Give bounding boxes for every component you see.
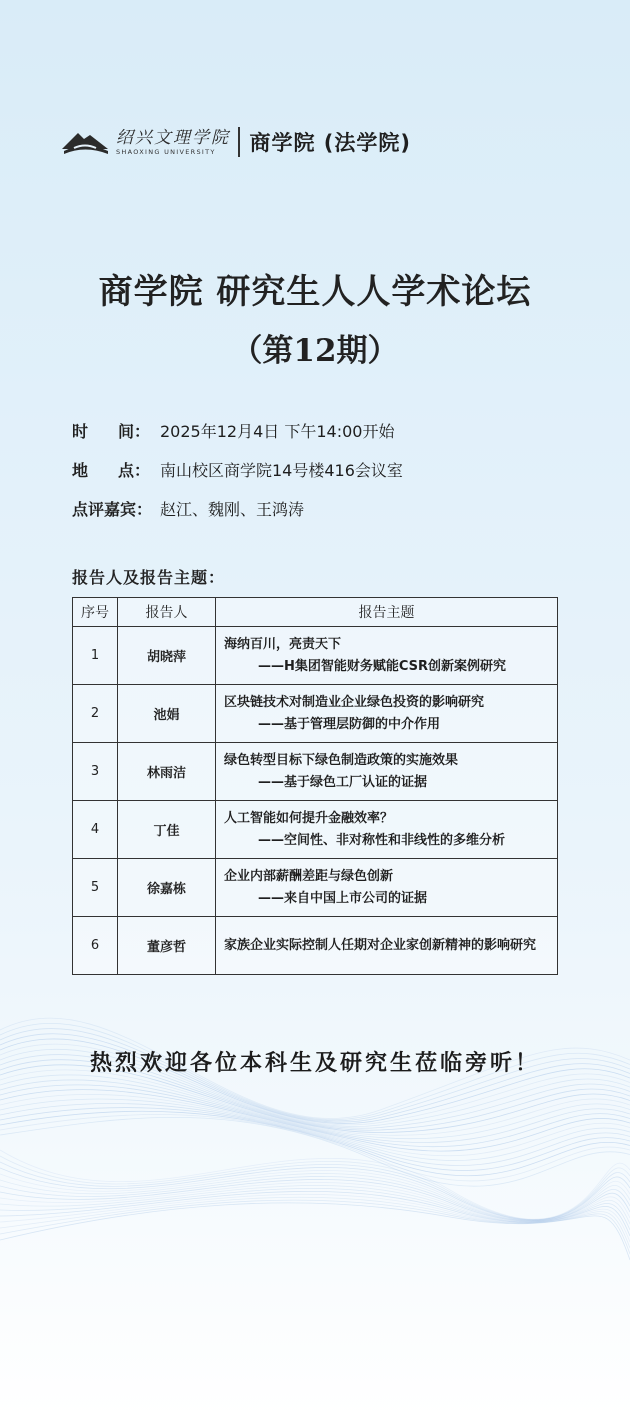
table-row bbox=[73, 627, 558, 685]
table-header-row bbox=[73, 598, 558, 627]
place-label: 地 点： bbox=[72, 461, 150, 480]
topic-title: 家族企业实际控制人任期对企业家创新精神的影响研究 bbox=[224, 937, 537, 953]
topic-title: 人工智能如何提升金融效率？ bbox=[224, 810, 394, 826]
welcome-message: 热烈欢迎各位本科生及研究生莅临旁听！ bbox=[89, 1050, 540, 1076]
topic-title: 绿色转型目标下绿色制造政策的实施效果 bbox=[224, 752, 459, 768]
poster-title: 商学院 研究生人人学术论坛 bbox=[98, 272, 532, 312]
time-value: 2025年12月4日 下午14:00开始 bbox=[160, 422, 395, 441]
table-row bbox=[73, 743, 558, 801]
row-no: 3 bbox=[73, 743, 118, 801]
info-time bbox=[72, 419, 394, 442]
table-row bbox=[73, 801, 558, 859]
row-presenter: 池娟 bbox=[118, 685, 216, 743]
info-reviewers bbox=[72, 497, 304, 520]
presentation-table bbox=[72, 597, 558, 975]
reviewers-label: 点评嘉宾： bbox=[72, 500, 153, 519]
university-name-cn: 绍兴文理学院 bbox=[116, 127, 230, 148]
topic-subtitle: ——基于管理层防御的中介作用 bbox=[258, 716, 441, 732]
table-row bbox=[73, 685, 558, 743]
header bbox=[60, 124, 411, 160]
wave-line bbox=[0, 1111, 630, 1176]
university-name bbox=[116, 128, 230, 157]
time-label: 时 间： bbox=[72, 422, 150, 441]
row-topic bbox=[216, 743, 558, 801]
row-no: 4 bbox=[73, 801, 118, 859]
row-no: 2 bbox=[73, 685, 118, 743]
reviewers-value: 赵江、魏刚、王鸿涛 bbox=[160, 500, 305, 519]
topic-title: 企业内部薪酬差距与绿色创新 bbox=[224, 868, 394, 884]
wave-line bbox=[0, 1191, 630, 1236]
row-presenter: 丁佳 bbox=[118, 801, 216, 859]
info-place bbox=[72, 458, 403, 481]
row-topic bbox=[216, 801, 558, 859]
school-name: 商学院 (法学院) bbox=[249, 131, 412, 155]
university-name-en: SHAOXING UNIVERSITY bbox=[116, 147, 216, 156]
header-divider bbox=[238, 127, 240, 157]
section-title: 报告人及报告主题： bbox=[72, 568, 226, 587]
table-row bbox=[73, 859, 558, 917]
topic-title: 区块链技术对制造业企业绿色投资的影响研究 bbox=[224, 694, 485, 710]
university-logo-icon bbox=[60, 127, 110, 157]
row-no: 1 bbox=[73, 627, 118, 685]
table-row bbox=[73, 917, 558, 975]
row-no: 6 bbox=[73, 917, 118, 975]
topic-subtitle: ——H集团智能财务赋能CSR创新案例研究 bbox=[258, 658, 507, 674]
row-presenter: 董彦哲 bbox=[118, 917, 216, 975]
topic-subtitle: ——来自中国上市公司的证据 bbox=[258, 890, 428, 906]
row-presenter: 胡晓萍 bbox=[118, 627, 216, 685]
header-presenter: 报告人 bbox=[118, 598, 216, 627]
topic-subtitle: ——空间性、非对称性和非线性的多维分析 bbox=[258, 832, 506, 848]
header-topic: 报告主题 bbox=[216, 598, 558, 627]
wave-line bbox=[0, 1203, 630, 1260]
row-topic bbox=[216, 685, 558, 743]
place-value: 南山校区商学院14号楼416会议室 bbox=[160, 461, 403, 480]
topic-subtitle: ——基于绿色工厂认证的证据 bbox=[258, 774, 428, 790]
row-topic bbox=[216, 859, 558, 917]
issue-number: （第12期） bbox=[231, 333, 399, 369]
row-topic bbox=[216, 627, 558, 685]
row-presenter: 徐嘉栋 bbox=[118, 859, 216, 917]
decorative-waves bbox=[0, 990, 630, 1310]
row-topic bbox=[216, 917, 558, 975]
wave-line bbox=[0, 1170, 630, 1220]
wave-line bbox=[0, 1150, 630, 1219]
wave-line bbox=[0, 1200, 630, 1254]
row-no: 5 bbox=[73, 859, 118, 917]
header-no: 序号 bbox=[73, 598, 118, 627]
topic-title: 海纳百川，亮责天下 bbox=[224, 636, 342, 652]
row-presenter: 林雨洁 bbox=[118, 743, 216, 801]
